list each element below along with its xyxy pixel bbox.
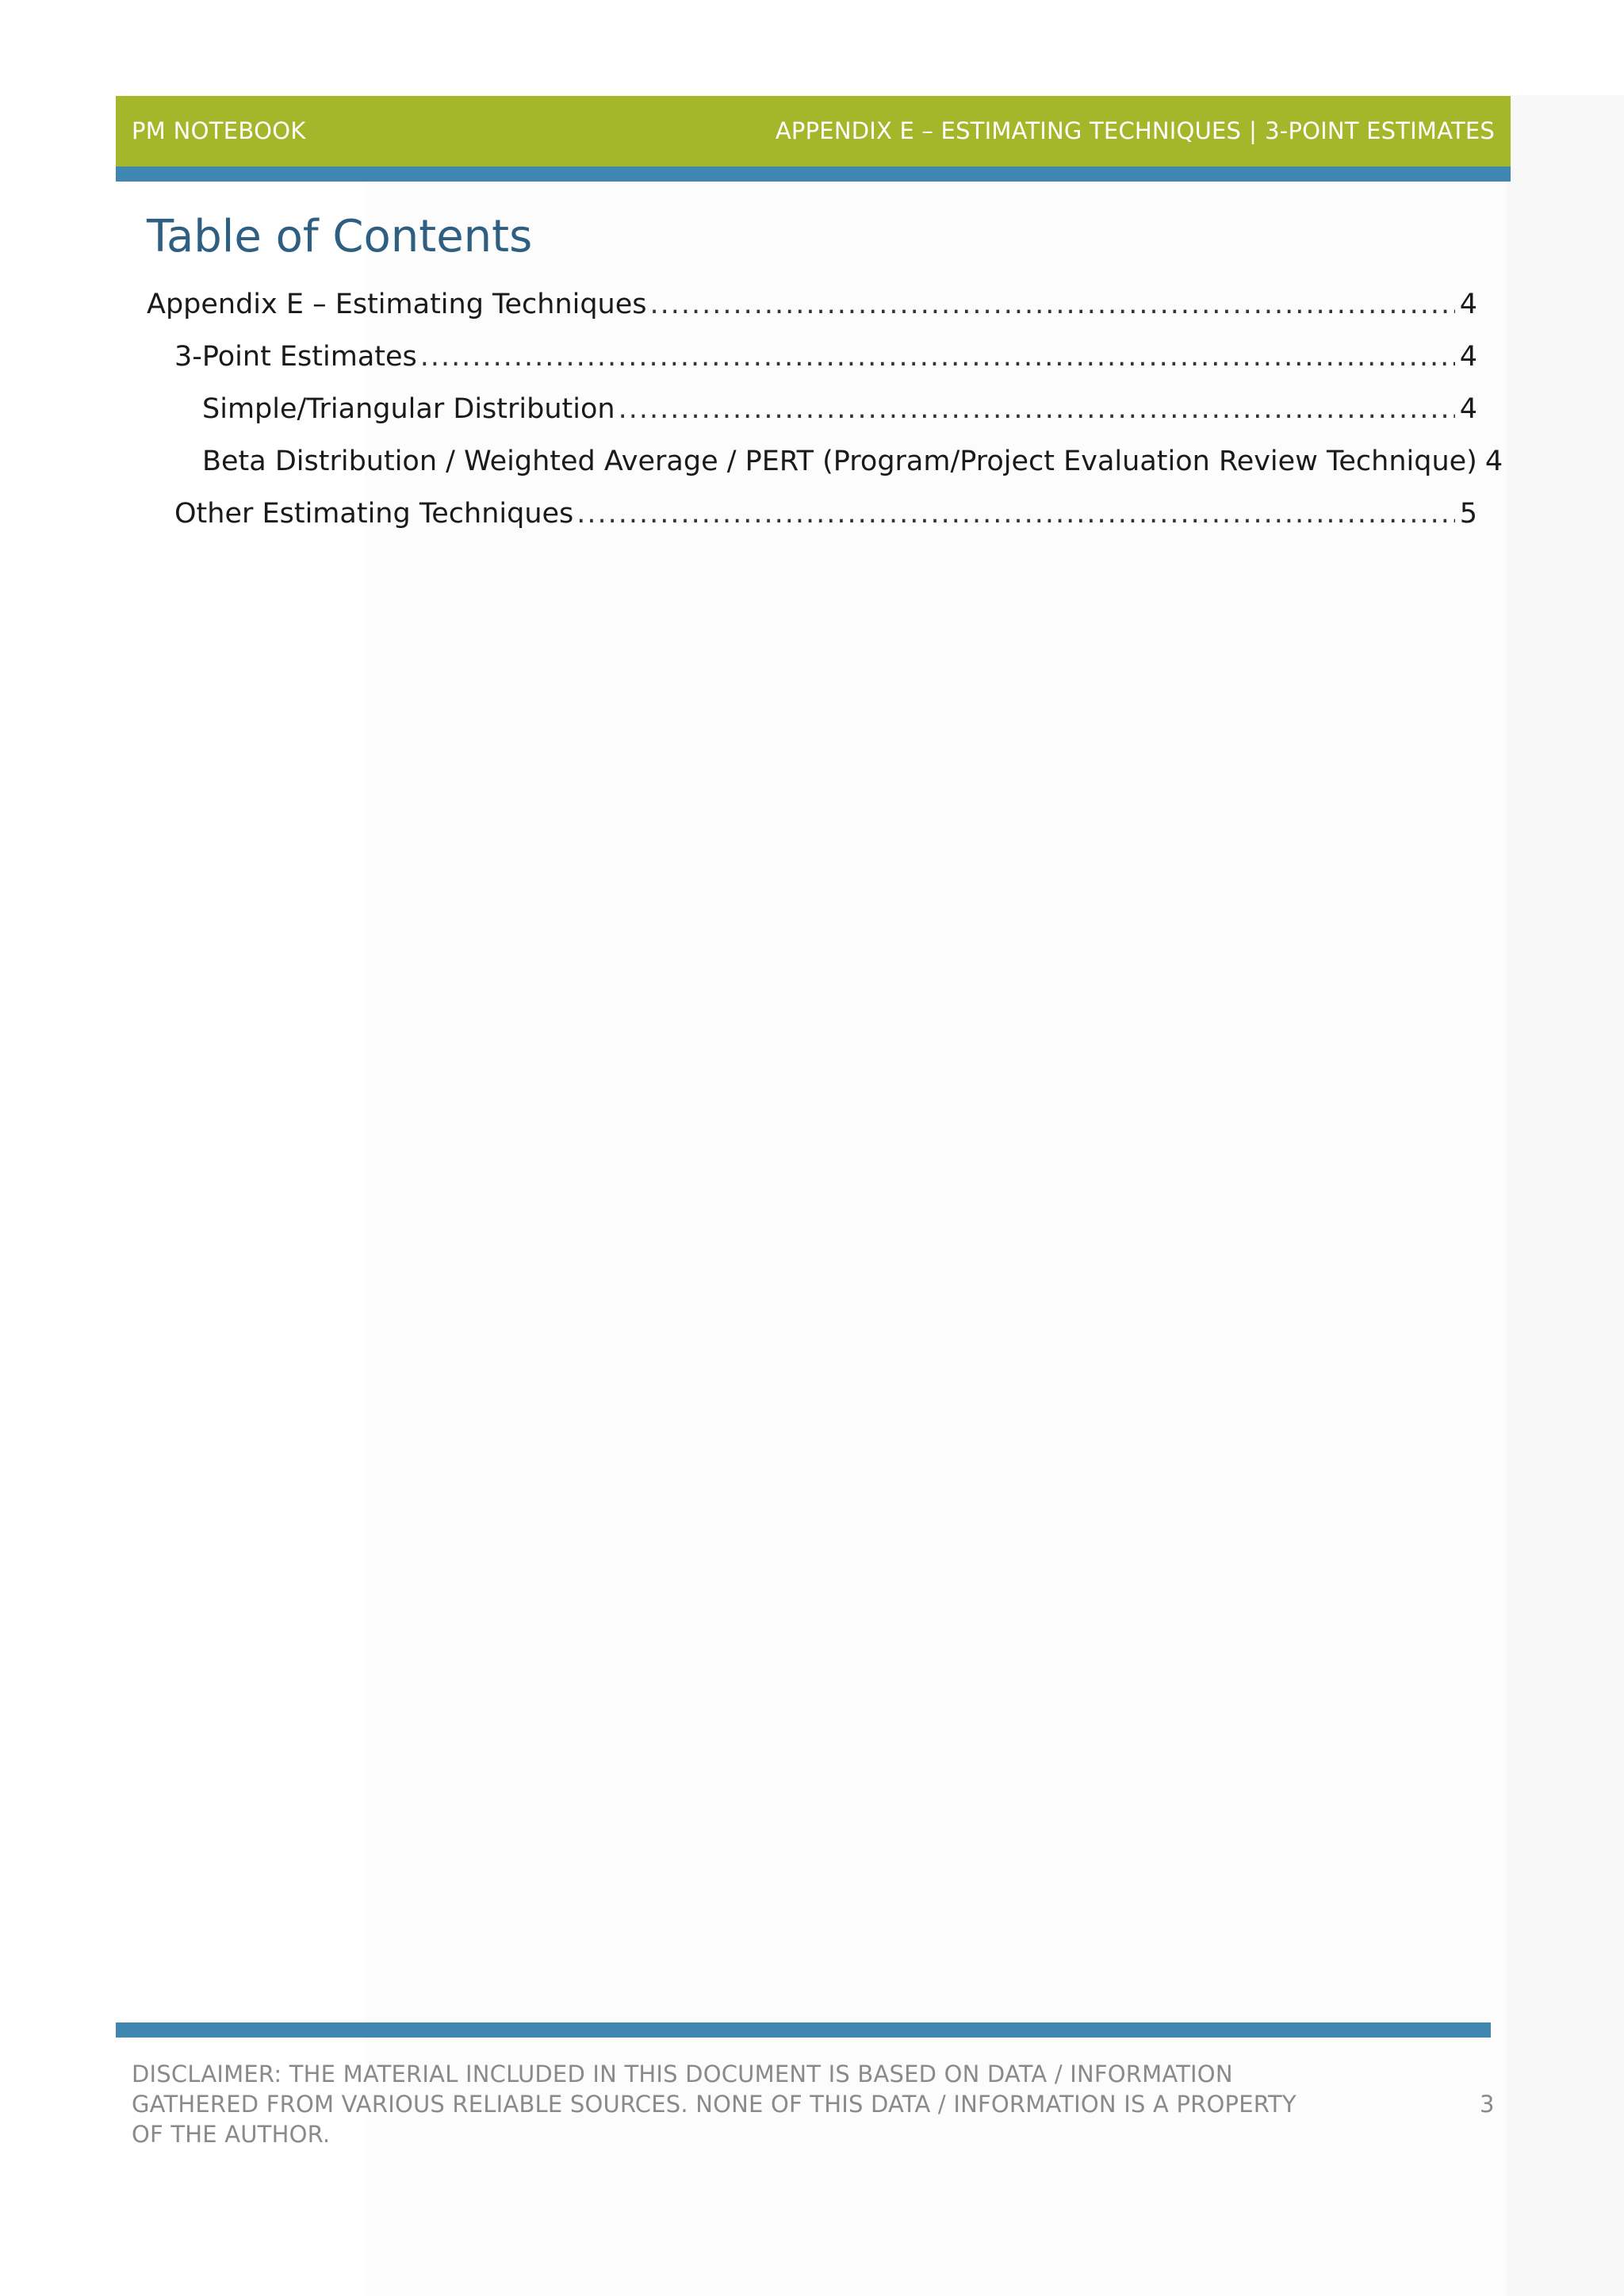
toc-entry-triangular-distribution[interactable]: [147, 388, 1477, 441]
page-number: 3: [1480, 2091, 1495, 2118]
toc-dot-leader: [420, 336, 1455, 377]
toc-entry-page: 4: [1459, 341, 1477, 373]
toc-dot-leader: [650, 284, 1455, 325]
table-of-contents: [147, 284, 1503, 545]
toc-entry-appendix-e[interactable]: [147, 284, 1477, 336]
toc-entry-page: 4: [1484, 446, 1503, 477]
toc-entry-3-point-estimates[interactable]: [147, 336, 1477, 388]
page-header: [116, 96, 1511, 166]
footer-disclaimer: [132, 2059, 1361, 2149]
toc-entry-page: 4: [1459, 393, 1477, 425]
toc-dot-leader: [576, 493, 1454, 534]
header-separator: |: [1249, 117, 1258, 144]
disclaimer-line: OF THE AUTHOR.: [132, 2121, 331, 2148]
disclaimer-line: DISCLAIMER: THE MATERIAL INCLUDED IN THIS DOCUMENT IS BASED ON DATA / INFORMATION: [132, 2061, 1233, 2087]
toc-entry-label: Other Estimating Techniques: [174, 498, 574, 530]
header-rule: [116, 166, 1511, 182]
toc-entry-other-estimating-techniques[interactable]: [147, 493, 1477, 545]
header-section: APPENDIX E – ESTIMATING TECHNIQUES: [775, 117, 1242, 144]
toc-dot-leader: [619, 388, 1455, 430]
page-edge-shading: [1507, 95, 1624, 2296]
toc-entry-page: 5: [1459, 498, 1477, 530]
toc-entry-label: Appendix E – Estimating Techniques: [147, 289, 647, 320]
toc-entry-label: Beta Distribution / Weighted Average / PERT (Program/Project Evaluation Review Technique): [202, 446, 1477, 477]
toc-entry-page: 4: [1459, 289, 1477, 320]
toc-entry-beta-distribution[interactable]: [147, 441, 1503, 493]
disclaimer-line: GATHERED FROM VARIOUS RELIABLE SOURCES. NONE OF THIS DATA / INFORMATION IS A PROPERTY: [132, 2091, 1297, 2118]
toc-entry-label: 3-Point Estimates: [174, 341, 417, 373]
footer-rule: [116, 2022, 1491, 2038]
toc-title: Table of Contents: [147, 211, 533, 262]
toc-entry-label: Simple/Triangular Distribution: [202, 393, 615, 425]
header-notebook-title: PM NOTEBOOK: [132, 117, 306, 144]
header-running-title: [776, 96, 1495, 166]
header-subsection: 3-POINT ESTIMATES: [1265, 117, 1495, 144]
